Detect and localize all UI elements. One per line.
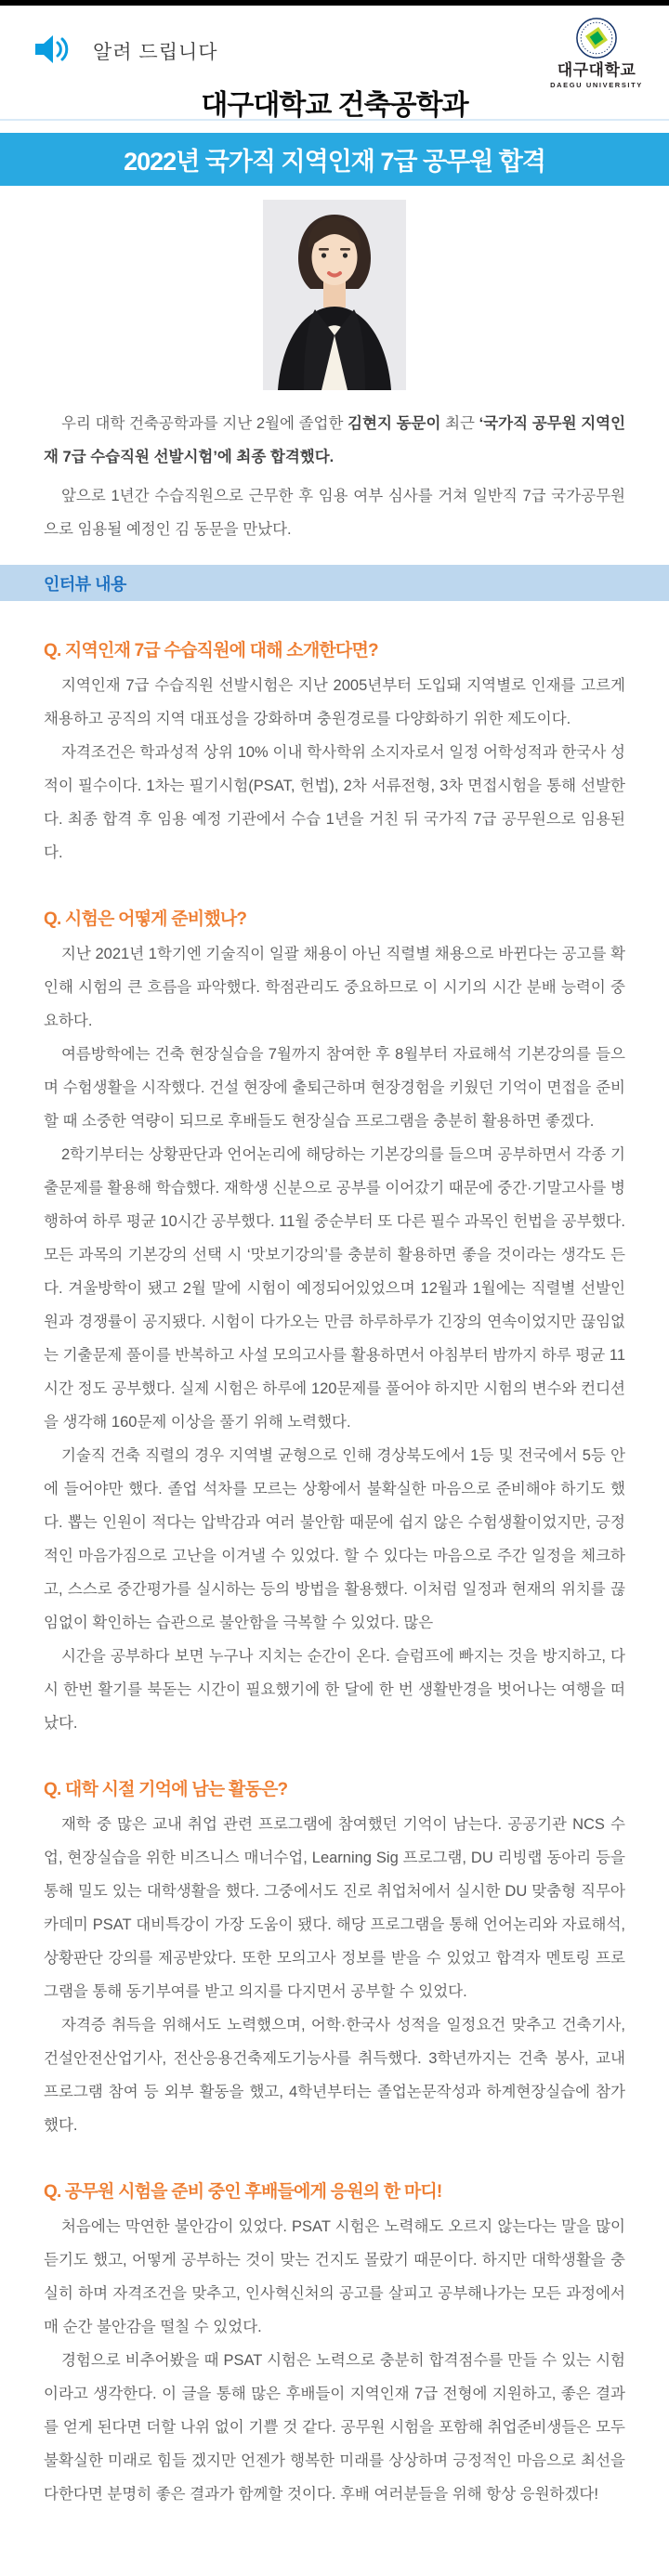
interview-section-header <box>0 565 669 601</box>
answer-paragraph: 경험으로 비추어봤을 때 PSAT 시험은 노력으로 충분히 합격점수를 만들 수 있는 시험이라고 생각한다. 이 글을 통해 많은 후배들이 지역인재 7급 전형에 지원하고, 좋은 결과를 얻게 된다면 더할 나위 없이 기쁠 것 같다. 공무원 시험을 포함해 취업준비생들은 모두 불확실한 미래로 힘들 겠지만 언젠가 행복한 미래를 상상하며 긍정적인 마음으로 최선을 다한다면 분명히 좋은 결과가 함께할 것이다. 후배 여러분들을 위해 항상 응원하겠다! <box>44 2352 625 2503</box>
qa-section-2 <box>44 905 625 1740</box>
answer-paragraph: 재학 중 많은 교내 취업 관련 프로그램에 참여했던 기억이 남는다. 공공기관 NCS 수업, 현장실습을 위한 비즈니스 매너수업, Learning Sig 프로그램, DU 리빙랩 동아리 등을 통해 밀도 있는 대학생활을 했다. 그중에서도 진로 취업처에서 실시한 DU 맞춤형 직무아카데미 PSAT 대비특강이 가장 도움이 됐다. 해당 프로그램을 통해 언어논리와 자료해석, 상황판단 강의를 제공받았다. 또한 모의고사 정보를 받을 수 있었고 합격자 멘토링 프로그램을 통해 동기부여를 받고 의지를 다지면서 공부할 수 있었다. <box>44 1816 625 2000</box>
interview-content <box>0 636 669 2576</box>
answer-paragraph: 시간을 공부하다 보면 누구나 지치는 순간이 온다. 슬럼프에 빠지는 것을 방지하고, 다시 한번 활기를 북돋는 시간이 필요했기에 한 달에 한 번 생활반경을 벗어나는 여행을 떠났다. <box>44 1648 625 1732</box>
qa-section-3 <box>44 1775 625 2142</box>
page-title: 대구대학교 건축공학과 <box>201 90 468 121</box>
speaker-icon[interactable] <box>33 33 72 65</box>
exam-name-bold: ‘국가직 공무원 지역인재 7급 수습직원 선발시험’에 최종 합격했다. <box>44 415 626 465</box>
answer-paragraph: 자격조건은 학과성적 상위 10% 이내 학사학위 소지자로서 일정 어학성적과 한국사 성적이 필수이다. 1차는 필기시험(PSAT, 헌법), 2차 서류전형, 3차 면접시험을 통해 선발한다. 최종 합격 후 임용 예정 기관에서 수습 1년을 거친 뒤 국가직 7급 공무원으로 임용된다. <box>44 744 625 861</box>
graduate-name: 김현지 동문이 <box>348 415 441 432</box>
headline-banner-text: 2022년 국가직 지역인재 7급 공무원 합격 <box>124 148 545 176</box>
bottom-whitespace <box>44 2511 625 2576</box>
question-heading: Q. 시험은 어떻게 준비했나? <box>44 909 247 929</box>
intro-paragraph: 앞으로 1년간 수습직원으로 근무한 후 임용 여부 심사를 거쳐 일반직 7급 국가공무원으로 임용될 예정인 김 동문을 만났다. <box>44 488 625 538</box>
qa-section-4 <box>44 2177 625 2511</box>
intro-text: 우리 대학 건축공학과를 지난 2월에 졸업한 <box>60 415 348 432</box>
graduate-photo <box>263 200 406 390</box>
question-heading: Q. 공무원 시험을 준비 중인 후배들에게 응원의 한 마디! <box>44 2182 442 2202</box>
university-emblem-icon <box>575 17 618 59</box>
answer-paragraph: 지난 2021년 1학기엔 기술직이 일괄 채용이 아닌 직렬별 채용으로 바뀐다는 공고를 확인해 시험의 큰 흐름을 파악했다. 학점관리도 중요하므로 이 시기의 시간 분배 능력이 중요하다. <box>44 946 625 1029</box>
answer-paragraph: 여름방학에는 건축 현장실습을 7월까지 참여한 후 8월부터 자료해석 기본강의를 들으며 수험생활을 시작했다. 건설 현장에 출퇴근하며 현장경험을 키웠던 기억이 면접을 준비할 때 소중한 역량이 되므로 후배들도 현장실습 프로그램을 충분히 활용하면 좋겠다. <box>44 1046 625 1130</box>
question-heading: Q. 지역인재 7급 수습직원에 대해 소개한다면? <box>44 641 378 660</box>
intro-paragraph <box>44 407 625 474</box>
headline-banner <box>0 133 669 186</box>
page-header <box>0 6 669 119</box>
answer-paragraph: 2학기부터는 상황판단과 언어논리에 해당하는 기본강의를 들으며 공부하면서 각종 기출문제를 활용해 학습했다. 재학생 신분으로 공부를 이어갔기 때문에 중간·기말고사를 병행하여 하루 평균 10시간 공부했다. 11월 중순부터 또 다른 필수 과목인 헌법을 공부했다. 모든 과목의 기본강의 선택 시 ‘맛보기강의’를 충분히 활용하면 좋을 것이라는 생각도 든다. 겨울방학이 됐고 2월 말에 시험이 예정되어있었으며 12월과 1월에는 직렬별 선발인원과 경쟁률이 공지됐다. 시험이 다가오는 만큼 하루하루가 긴장의 연속이었지만 끊임없는 기출문제 풀이를 반복하고 사설 모의고사를 활용하면서 아침부터 밤까지 하루 평균 11시간 정도 공부했다. 실제 시험은 하루에 120문제를 풀어야 하지만 시험의 변수와 컨디션을 생각해 160문제 이상을 풀기 위해 노력했다. <box>44 1146 625 1431</box>
answer-paragraph: 처음에는 막연한 불안감이 있었다. PSAT 시험은 노력해도 오르지 않는다는 말을 많이 듣기도 했고, 어떻게 공부하는 것이 맞는 건지도 몰랐기 때문이다. 하지만 대학생활을 충실히 하며 자격조건을 맞추고, 인사혁신처의 공고를 살피고 공부해나가는 모든 과정에서 매 순간 불안감을 떨칠 수 있었다. <box>44 2218 625 2335</box>
intro-section <box>0 407 669 546</box>
notice-label: 알려 드립니다 <box>93 42 218 63</box>
answer-paragraph: 지역인재 7급 수습직원 선발시험은 지난 2005년부터 도입돼 지역별로 인재를 고르게 채용하고 공직의 지역 대표성을 강화하며 충원경로를 다양화하기 위한 제도이다. <box>44 677 625 727</box>
university-logo <box>541 17 652 89</box>
question-heading: Q. 대학 시절 기억에 남는 활동은? <box>44 1780 288 1799</box>
answer-paragraph: 기술직 건축 직렬의 경우 지역별 균형으로 인해 경상북도에서 1등 및 전국에서 5등 안에 들어야만 했다. 졸업 석차를 모르는 상황에서 불확실한 마음으로 준비해야 하기도 했다. 뽑는 인원이 적다는 압박감과 여러 불안함 때문에 쉽지 않은 수험생활이었지만, 긍정적인 마음가짐으로 고난을 이겨낼 수 있었다. 할 수 있다는 마음으로 주간 일정을 체크하고, 스스로 중간평가를 실시하는 등의 방법을 활용했다. 이처럼 일정과 현재의 위치를 끊임없이 확인하는 습관으로 불안함을 극복할 수 있었다. 많은 <box>44 1447 625 1631</box>
interview-section-title: 인터뷰 내용 <box>44 574 126 594</box>
qa-section-1 <box>44 636 625 870</box>
logo-name-en: DAEGU UNIVERSITY <box>550 80 643 89</box>
logo-name-ko: 대구대학교 <box>557 61 636 79</box>
intro-text: 최근 <box>440 415 479 432</box>
answer-paragraph: 자격증 취득을 위해서도 노력했으며, 어학·한국사 성적을 일정요건 맞추고 건축기사, 건설안전산업기사, 전산응용건축제도기능사를 취득했다. 3학년까지는 건축 봉사, 교내 프로그램 참여 등 외부 활동을 했고, 4학년부터는 졸업논문작성과 하계현장실습에 참가했다. <box>44 2017 625 2134</box>
